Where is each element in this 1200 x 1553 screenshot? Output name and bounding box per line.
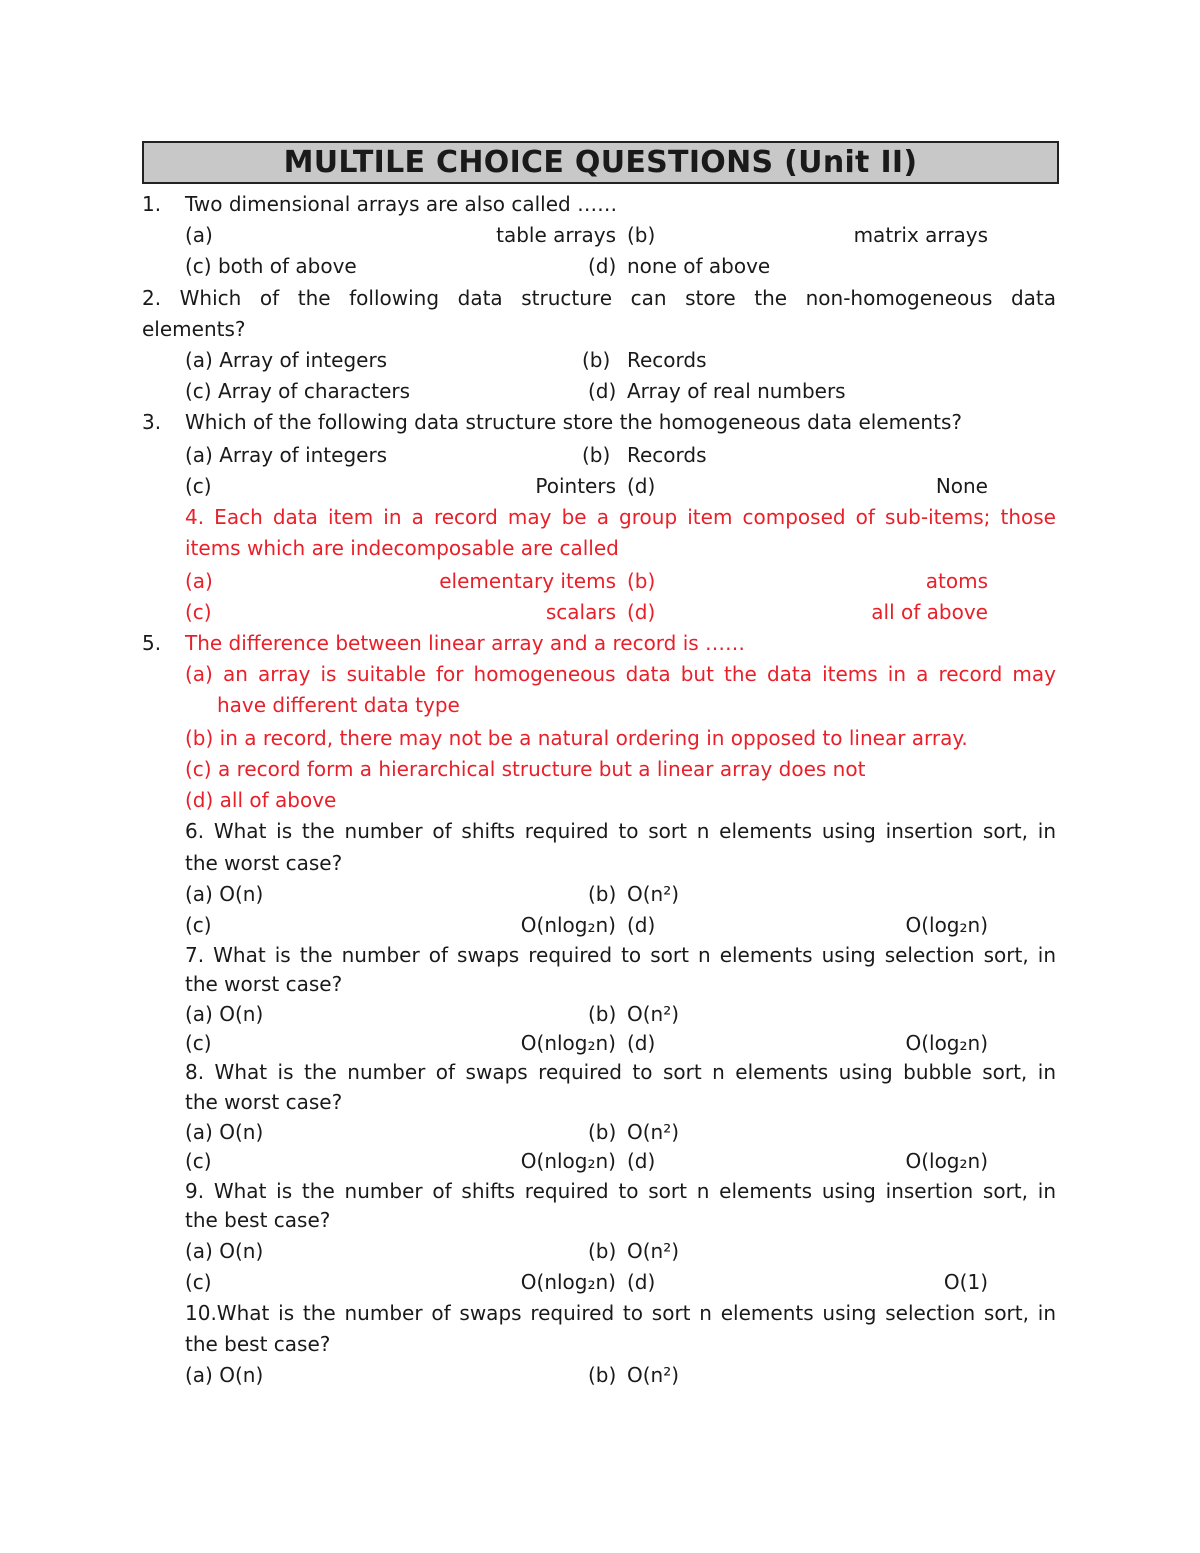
q5-number: 5. xyxy=(142,631,162,655)
q1-option-d-label: (d) xyxy=(588,254,617,278)
q8-option-d-label: (d) xyxy=(627,1149,656,1173)
q10-option-a: (a) O(n) xyxy=(185,1363,264,1387)
q4-option-a-text: elementary items xyxy=(439,569,616,593)
q1-option-b-label: (b) xyxy=(627,223,656,247)
q9-option-b-label: (b) xyxy=(588,1239,617,1263)
q4-option-b-text: atoms xyxy=(925,569,988,593)
q8-option-d-text: O(log₂n) xyxy=(905,1149,988,1173)
q4-question-line1: 4. Each data item in a record may be a group item composed of sub-items; those xyxy=(185,505,1056,529)
q8-option-a: (a) O(n) xyxy=(185,1120,264,1144)
q7-option-a: (a) O(n) xyxy=(185,1002,264,1026)
q2-question-line2: elements? xyxy=(142,317,246,341)
q8-option-c-text: O(nlog₂n) xyxy=(520,1149,616,1173)
q9-option-a: (a) O(n) xyxy=(185,1239,264,1263)
q8-question-line1: 8. What is the number of swaps required to sort n elements using bubble sort, in xyxy=(185,1060,1056,1084)
q2-option-b-label: (b) xyxy=(582,348,611,372)
q6-option-c-label: (c) xyxy=(185,913,212,937)
q2-question-line1: 2. Which of the following data structure can store the non-homogeneous data xyxy=(142,286,1056,310)
q5-option-d: (d) all of above xyxy=(185,788,337,812)
q4-option-a-label: (a) xyxy=(185,569,213,593)
q6-option-b-text: O(n²) xyxy=(627,882,680,906)
q6-option-d-text: O(log₂n) xyxy=(905,913,988,937)
q4-option-c-text: scalars xyxy=(545,600,616,624)
q1-option-d-text: none of above xyxy=(627,254,771,278)
q2-option-d-label: (d) xyxy=(588,379,617,403)
q7-option-b-label: (b) xyxy=(588,1002,617,1026)
q7-question-line1: 7. What is the number of swaps required to sort n elements using selection sort, in xyxy=(185,943,1056,967)
q1-number: 1. xyxy=(142,192,162,216)
q1-option-a-label: (a) xyxy=(185,223,213,247)
q5-question: The difference between linear array and a record is …… xyxy=(185,631,746,655)
q9-option-d-text: O(1) xyxy=(943,1270,988,1294)
q3-option-a: (a) Array of integers xyxy=(185,443,388,467)
q6-question-line1: 6. What is the number of shifts required to sort n elements using insertion sort, in xyxy=(185,819,1056,843)
q3-option-b-label: (b) xyxy=(582,443,611,467)
q7-option-d-label: (d) xyxy=(627,1031,656,1055)
q6-option-b-label: (b) xyxy=(588,882,617,906)
q10-option-b-text: O(n²) xyxy=(627,1363,680,1387)
q6-question-line2: the worst case? xyxy=(185,851,343,875)
q7-option-c-text: O(nlog₂n) xyxy=(520,1031,616,1055)
q9-option-d-label: (d) xyxy=(627,1270,656,1294)
q9-option-c-text: O(nlog₂n) xyxy=(520,1270,616,1294)
q5-option-a-line2: have different data type xyxy=(217,693,460,717)
q8-option-b-label: (b) xyxy=(588,1120,617,1144)
q5-option-b: (b) in a record, there may not be a natural ordering in opposed to linear array. xyxy=(185,726,968,750)
q5-option-c: (c) a record form a hierarchical structure but a linear array does not xyxy=(185,757,866,781)
q2-option-b-text: Records xyxy=(627,348,707,372)
q3-question: Which of the following data structure store the homogeneous data elements? xyxy=(185,410,962,434)
q8-option-c-label: (c) xyxy=(185,1149,212,1173)
q9-option-b-text: O(n²) xyxy=(627,1239,680,1263)
q4-option-c-label: (c) xyxy=(185,600,212,624)
q7-question-line2: the worst case? xyxy=(185,972,343,996)
q10-question-line1: 10.What is the number of swaps required to sort n elements using selection sort, in xyxy=(185,1301,1056,1325)
q5-option-a-line1: (a) an array is suitable for homogeneous data but the data items in a record may xyxy=(185,662,1056,686)
q3-option-c-text: Pointers xyxy=(535,474,616,498)
q7-option-d-text: O(log₂n) xyxy=(905,1031,988,1055)
q6-option-a: (a) O(n) xyxy=(185,882,264,906)
q4-question-line2: items which are indecomposable are called xyxy=(185,536,619,560)
q3-option-d-label: (d) xyxy=(627,474,656,498)
q10-option-b-label: (b) xyxy=(588,1363,617,1387)
q8-option-b-text: O(n²) xyxy=(627,1120,680,1144)
q2-option-d-text: Array of real numbers xyxy=(627,379,846,403)
q2-option-c: (c) Array of characters xyxy=(185,379,411,403)
q9-option-c-label: (c) xyxy=(185,1270,212,1294)
q1-option-c: (c) both of above xyxy=(185,254,357,278)
q3-option-b-text: Records xyxy=(627,443,707,467)
q6-option-c-text: O(nlog₂n) xyxy=(520,913,616,937)
q1-question: Two dimensional arrays are also called …… xyxy=(185,192,618,216)
page-title: MULTILE CHOICE QUESTIONS (Unit II) xyxy=(142,141,1059,184)
q3-option-c-label: (c) xyxy=(185,474,212,498)
q4-option-b-label: (b) xyxy=(627,569,656,593)
q9-question-line2: the best case? xyxy=(185,1208,331,1232)
q4-option-d-label: (d) xyxy=(627,600,656,624)
q6-option-d-label: (d) xyxy=(627,913,656,937)
q7-option-b-text: O(n²) xyxy=(627,1002,680,1026)
q1-option-a-text: table arrays xyxy=(496,223,616,247)
q10-question-line2: the best case? xyxy=(185,1332,331,1356)
q8-question-line2: the worst case? xyxy=(185,1090,343,1114)
q2-option-a: (a) Array of integers xyxy=(185,348,388,372)
q9-question-line1: 9. What is the number of shifts required to sort n elements using insertion sort, in xyxy=(185,1179,1056,1203)
q1-option-b-text: matrix arrays xyxy=(853,223,988,247)
q4-option-d-text: all of above xyxy=(871,600,988,624)
q3-number: 3. xyxy=(142,410,162,434)
q3-option-d-text: None xyxy=(935,474,988,498)
q7-option-c-label: (c) xyxy=(185,1031,212,1055)
